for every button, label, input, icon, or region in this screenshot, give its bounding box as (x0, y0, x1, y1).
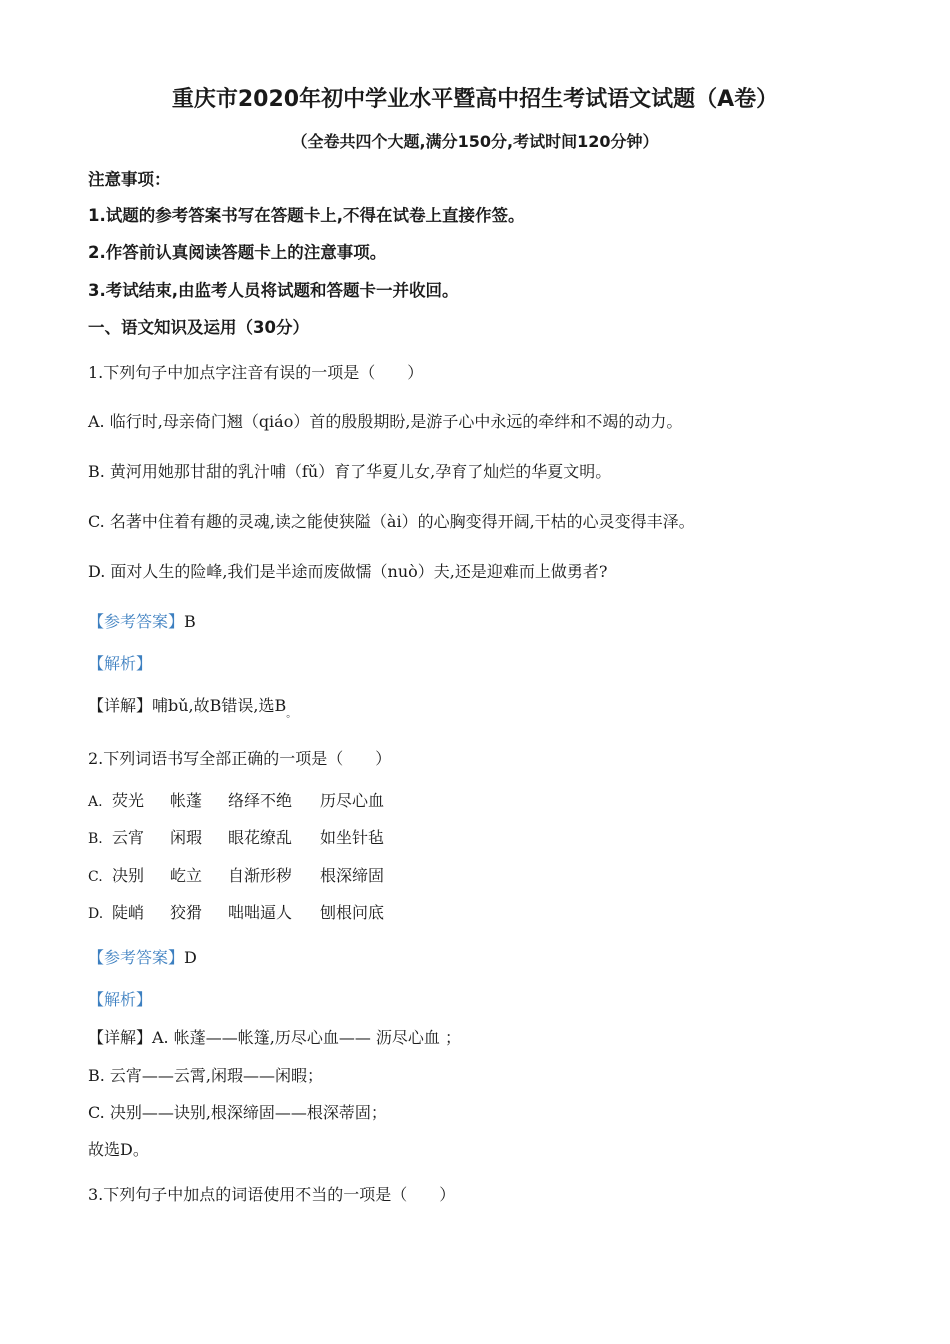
q2-word: 屹立 (170, 866, 203, 885)
q2-option-row-b (88, 828, 410, 849)
q1-detail (88, 696, 296, 725)
q2-option-row-d (88, 903, 410, 924)
q2-detail-3: C. 决别——诀别,根深缔固——根深蒂固； (88, 1103, 387, 1122)
q1-stem: 1.下列句子中加点字注音有误的一项是（ ） (88, 363, 424, 382)
answer-value: B (184, 612, 196, 631)
q2-word: 自渐形秽 (228, 866, 293, 885)
q2-word: 眼花缭乱 (228, 828, 293, 847)
q2-option-label: A. (88, 794, 103, 810)
q2-word: 咄咄逼人 (228, 903, 293, 922)
q1-detail-mark: 。 (286, 709, 297, 720)
q2-detail-1: 【详解】A. 帐蓬——帐篷,历尽心血—— 沥尽心血 ； (88, 1028, 461, 1047)
page-subtitle: （全卷共四个大题,满分150分,考试时间120分钟） (291, 132, 659, 151)
q2-word: 帐蓬 (170, 791, 203, 810)
q2-option-label: B. (88, 831, 103, 847)
q2-stem: 2.下列词语书写全部正确的一项是（ ） (88, 749, 392, 768)
notice-item-2: 2.作答前认真阅读答题卡上的注意事项。 (88, 243, 387, 262)
q2-word: 狡猾 (170, 903, 203, 922)
q2-answer (88, 948, 197, 968)
q2-detail-2: B. 云宵——云霄,闲瑕——闲暇； (88, 1066, 324, 1085)
q2-word: 云宵 (112, 828, 145, 847)
q1-detail-text: 【详解】哺bǔ,故B错误,选B (88, 696, 287, 715)
q2-word: 决别 (112, 866, 145, 885)
q2-word: 荧光 (112, 791, 145, 810)
q2-option-label: C. (88, 869, 103, 885)
q2-option-row-a (88, 791, 410, 812)
notice-heading: 注意事项： (88, 170, 171, 189)
q2-word: 如坐针毡 (320, 828, 385, 847)
q1-analysis-label: 【解析】 (88, 654, 153, 673)
answer-label: 【参考答案】 (88, 948, 185, 967)
q1-option-b: B. 黄河用她那甘甜的乳汁哺（fǔ）育了华夏儿女,孕育了灿烂的华夏文明。 (88, 462, 612, 481)
q2-analysis-label: 【解析】 (88, 990, 153, 1009)
q2-word: 闲瑕 (170, 828, 203, 847)
notice-item-3: 3.考试结束,由监考人员将试题和答题卡一并收回。 (88, 281, 459, 300)
answer-label: 【参考答案】 (88, 612, 185, 631)
q1-option-d: D. 面对人生的险峰,我们是半途而废做懦（nuò）夫,还是迎难而上做勇者? (88, 562, 608, 581)
q2-word: 陡峭 (112, 903, 145, 922)
answer-value: D (184, 948, 197, 967)
q2-word: 历尽心血 (320, 791, 385, 810)
q2-detail-4: 故选D。 (88, 1140, 149, 1159)
notice-item-1: 1.试题的参考答案书写在答题卡上,不得在试卷上直接作签。 (88, 206, 525, 225)
q1-option-c: C. 名著中住着有趣的灵魂,读之能使狭隘（ài）的心胸变得开阔,干枯的心灵变得丰泽。 (88, 512, 695, 531)
q3-stem: 3.下列句子中加点的词语使用不当的一项是（ ） (88, 1185, 456, 1204)
section-heading: 一、语文知识及运用（30分） (88, 318, 309, 337)
q2-word: 刨根问底 (320, 903, 385, 922)
q1-option-a: A. 临行时,母亲倚门翘（qiáo）首的殷殷期盼,是游子心中永远的牵绊和不竭的动力。 (88, 412, 683, 431)
q2-option-row-c (88, 866, 410, 887)
q2-option-label: D. (88, 906, 104, 922)
q2-word: 络绎不绝 (228, 791, 293, 810)
q1-answer (88, 612, 196, 632)
q2-word: 根深缔固 (320, 866, 385, 885)
page-title: 重庆市2020年初中学业水平暨高中招生考试语文试题（A卷） (171, 87, 779, 112)
